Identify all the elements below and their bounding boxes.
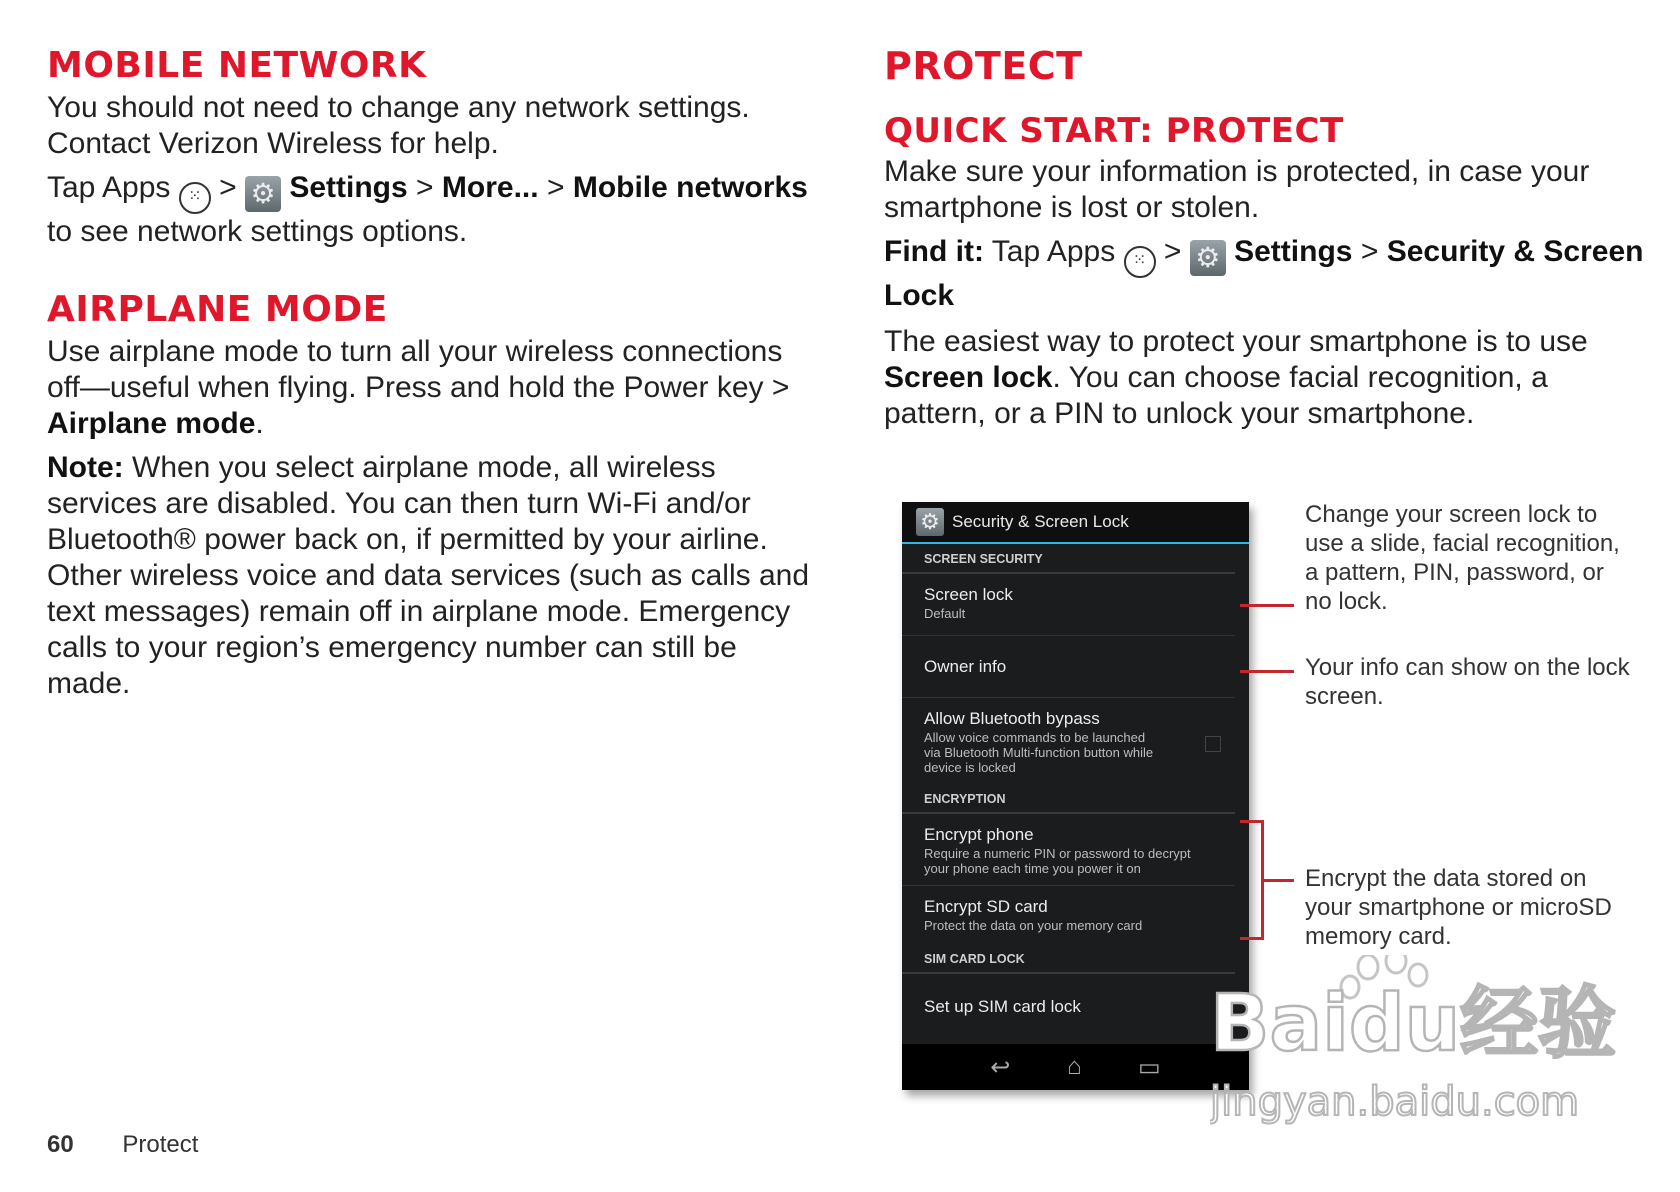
settings-gear-icon: ⚙ — [1190, 240, 1226, 276]
bluetooth-bypass-checkbox[interactable] — [1205, 736, 1221, 752]
screen-lock-item[interactable] — [902, 574, 1235, 636]
encryption-callout-line — [1264, 879, 1294, 882]
encrypt-sd-title: Encrypt SD card — [924, 897, 1048, 916]
owner-info-callout-line — [1240, 670, 1294, 673]
separator: > — [771, 371, 790, 404]
screen-lock-title: Screen lock — [924, 585, 1013, 604]
footer-section: Protect — [122, 1131, 199, 1158]
mobile-network-instructions — [47, 170, 817, 250]
mobile-networks-label: Mobile networks — [572, 171, 808, 204]
encryption-callout: Encrypt the data stored on your smartphone or microSD memory card. — [1305, 865, 1612, 950]
section-header-screen-security: SCREEN SECURITY — [902, 544, 1235, 574]
screen-lock-subtitle: Default — [924, 606, 966, 621]
bluetooth-bypass-item[interactable] — [902, 698, 1235, 784]
screen-lock-label: Screen lock — [884, 361, 1053, 394]
separator: > — [546, 171, 565, 204]
back-icon[interactable]: ↩ — [990, 1053, 1011, 1081]
left-column — [47, 44, 817, 702]
encrypt-phone-subtitle: Require a numeric PIN or password to decrypt your phone each time you power it on — [924, 846, 1191, 876]
sim-lock-title: Set up SIM card lock — [924, 997, 1081, 1016]
protect-intro: Make sure your information is protected, in case your smartphone is lost or stolen. — [884, 155, 1590, 224]
screen-lock-paragraph — [884, 324, 1644, 432]
tap-apps-text: Tap Apps — [47, 171, 171, 204]
airplane-mode-label: Airplane mode — [47, 407, 256, 440]
airplane-mode-paragraph — [47, 334, 817, 442]
mobile-network-heading: MOBILE NETWORK — [47, 45, 427, 86]
settings-gear-icon: ⚙ — [245, 176, 281, 212]
airplane-mode-heading: AIRPLANE MODE — [47, 289, 388, 330]
apps-icon — [1124, 246, 1156, 278]
encrypt-phone-item[interactable] — [902, 814, 1235, 886]
bluetooth-bypass-subtitle: Allow voice commands to be launched via Bluetooth Multi-function button while device is locked — [924, 730, 1154, 775]
tap-apps-text: Tap Apps — [991, 235, 1116, 268]
phone-screenshot — [902, 502, 1249, 1090]
watermark-logo — [1210, 955, 1630, 1145]
watermark-line1: Baidu经验 — [1210, 979, 1617, 1069]
separator: > — [1360, 235, 1379, 268]
note-text: When you select airplane mode, all wireless services are disabled. You can then turn Wi-Fi and/or Bluetooth® power back on, if permitted by your airline. Other wireless voice and data services (such as calls and text messages) remain off in airplane mode. Emergency calls to your region’s emergency number can still be made. — [47, 451, 810, 700]
quick-start-heading: QUICK START: PROTECT — [884, 111, 1344, 151]
airplane-mode-text: Use airplane mode to turn all your wireless connections off—useful when flying. Press and hold the Power key — [47, 335, 783, 404]
period: . — [255, 407, 264, 440]
encrypt-sd-subtitle: Protect the data on your memory card — [924, 918, 1143, 933]
find-it-label: Find it: — [884, 235, 984, 268]
screen-lock-callout: Change your screen lock to use a slide, facial recognition, a pattern, PIN, password, or no lock. — [1305, 501, 1620, 615]
bluetooth-bypass-title: Allow Bluetooth bypass — [924, 709, 1100, 728]
settings-label: Settings — [289, 171, 408, 204]
separator: > — [219, 171, 237, 204]
airplane-note — [47, 450, 817, 702]
section-header-encryption: ENCRYPTION — [902, 784, 1235, 814]
settings-label: Settings — [1234, 235, 1353, 268]
phone-title: Security & Screen Lock — [952, 512, 1129, 531]
section-header-sim-card-lock: SIM CARD LOCK — [902, 944, 1235, 974]
encrypt-sd-item[interactable] — [902, 886, 1235, 944]
find-it-instructions — [884, 234, 1644, 314]
protect-heading: PROTECT — [884, 44, 1083, 88]
home-icon[interactable]: ⌂ — [1066, 1053, 1082, 1080]
watermark-line2: jingyan.baidu.com — [1210, 1079, 1580, 1125]
screen-lock-callout-line — [1240, 604, 1294, 607]
phone-nav-bar — [902, 1044, 1249, 1090]
security-screen-lock-label: Security & Screen Lock — [884, 235, 1644, 312]
instructions-tail: to see network settings options. — [47, 215, 468, 248]
page-footer — [47, 1131, 198, 1159]
baidu-watermark — [1210, 955, 1630, 1145]
settings-gear-icon: ⚙ — [916, 508, 944, 536]
mobile-network-intro: You should not need to change any network settings. Contact Verizon Wireless for help. — [47, 91, 750, 160]
encryption-bracket-bottom — [1240, 937, 1264, 940]
owner-info-item[interactable] — [902, 636, 1235, 698]
page-number: 60 — [47, 1131, 74, 1158]
owner-info-title: Owner info — [924, 657, 1007, 676]
screen-lock-text-start: The easiest way to protect your smartphone is to use — [884, 325, 1588, 358]
screen-lock-text-end: . You can choose facial recognition, a pattern, or a PIN to unlock your smartphone. — [884, 361, 1548, 430]
apps-icon — [179, 182, 211, 214]
more-label: More... — [441, 171, 539, 204]
encrypt-phone-title: Encrypt phone — [924, 825, 1034, 844]
right-column — [884, 44, 1644, 432]
separator: > — [1163, 235, 1182, 268]
separator: > — [416, 171, 434, 204]
note-label: Note: — [47, 451, 124, 484]
phone-app-bar — [902, 502, 1249, 544]
owner-info-callout: Your info can show on the lock screen. — [1305, 654, 1630, 710]
recents-icon[interactable]: ▭ — [1138, 1053, 1161, 1081]
sim-lock-item[interactable] — [902, 974, 1235, 1036]
